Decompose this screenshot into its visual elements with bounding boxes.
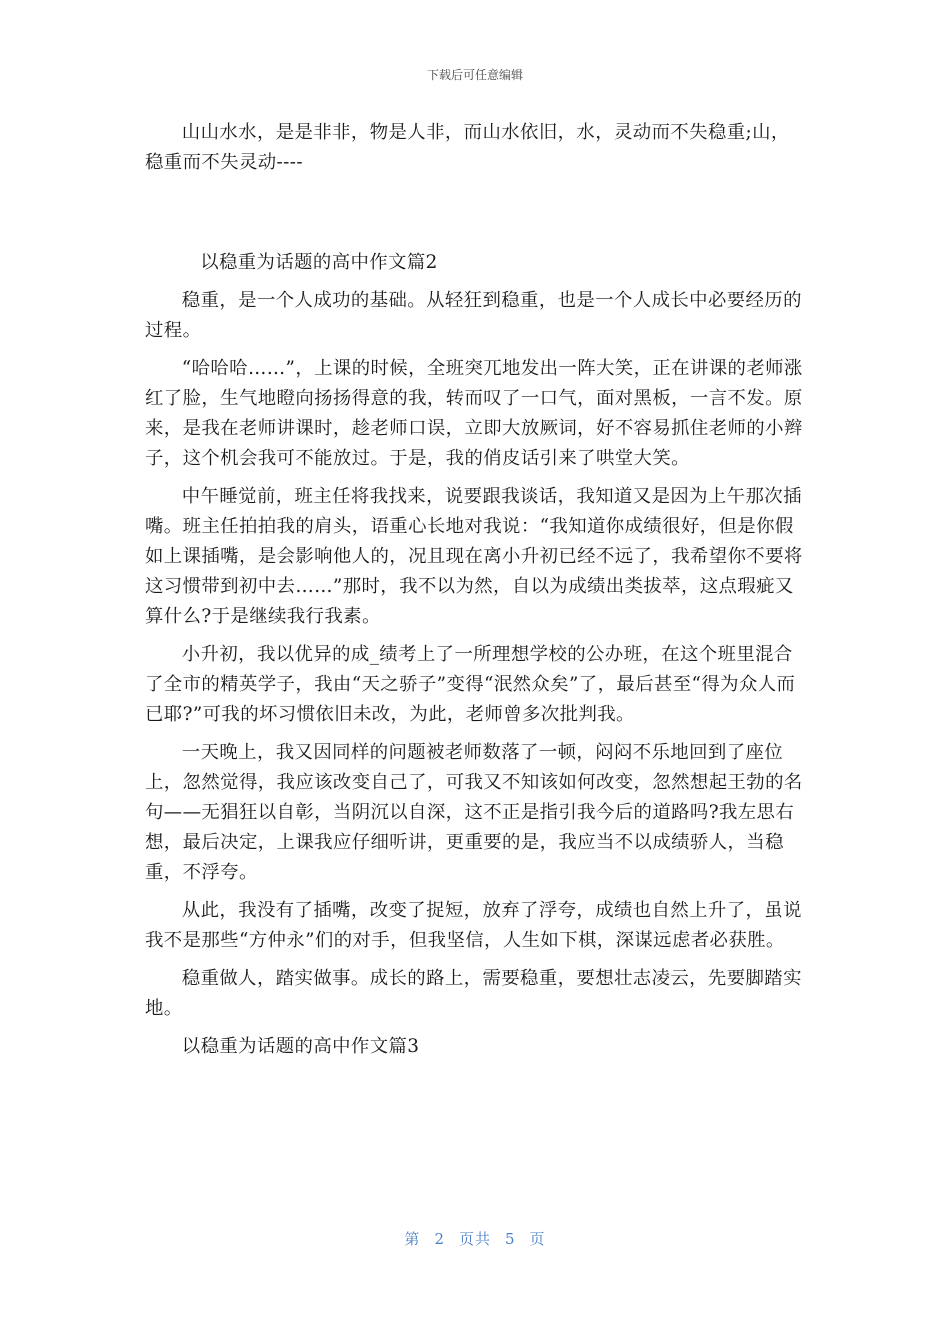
paragraph: 中午睡觉前，班主任将我找来，说要跟我谈话，我知道又是因为上午那次插嘴。班主任拍拍我的肩头，语重心长地对我说：“我知道你成绩很好，但是你假如上课插嘴，是会影响他人的，况且现在离小升初已经不远了，我希望你不要将这习惯带到初中去……”那时，我不以为然，自以为成绩出类拔萃，这点瑕疵又算什么?于是继续我行我素。: [145, 486, 803, 627]
page-suffix: 页: [529, 1230, 546, 1248]
page-footer: [0, 1228, 950, 1249]
section-heading: 以稳重为话题的高中作文篇3: [181, 1036, 420, 1057]
document-body: [145, 118, 805, 1062]
paragraph: “哈哈哈……”，上课的时候，全班突兀地发出一阵大笑，正在讲课的老师涨红了脸，生气地瞪向扬扬得意的我，转而叹了一口气，面对黑板，一言不发。原来，是我在老师讲课时，趁老师口误，立即大放厥词，好不容易抓住老师的小辫子，这个机会我可不能放过。于是，我的俏皮话引来了哄堂大笑。: [145, 358, 803, 469]
paragraph: 山山水水，是是非非，物是人非，而山水依旧，水，灵动而不失稳重;山，稳重而不失灵动----: [145, 122, 790, 173]
paragraph: 小升初，我以优异的成_绩考上了一所理想学校的公办班，在这个班里混合了全市的精英学子，我由“天之骄子”变得“泯然众矣”了，最后甚至“得为众人而已耶?”可我的坏习惯依旧未改，为此，老师曾多次批判我。: [145, 644, 796, 725]
paragraph: 一天晚上，我又因同样的问题被老师数落了一顿，闷闷不乐地回到了座位上，忽然觉得，我应该改变自己了，可我又不知该如何改变，忽然想起王勃的名句——无猖狂以自彰，当阴沉以自深，这不正是指引我今后的道路吗?我左思右想，最后决定，上课我应仔细听讲，更重要的是，我应当不以成绩骄人，当稳重，不浮夸。: [145, 742, 803, 883]
page-middle: 页共: [458, 1230, 491, 1248]
paragraph: 从此，我没有了插嘴，改变了捉短，放弃了浮夸，成绩也自然上升了，虽说我不是那些“方仲永”们的对手，但我坚信，人生如下棋，深谋远虑者必获胜。: [145, 900, 802, 951]
page-prefix: 第: [404, 1230, 421, 1248]
page-header: 下载后可任意编辑: [426, 68, 523, 82]
paragraph: 稳重，是一个人成功的基础。从轻狂到稳重，也是一个人成长中必要经历的过程。: [145, 290, 802, 341]
total-pages-number: 5: [505, 1230, 516, 1248]
paragraph: 稳重做人，踏实做事。成长的路上，需要稳重，要想壮志凌云，先要脚踏实地。: [145, 968, 802, 1019]
current-page-number: 2: [434, 1230, 445, 1248]
section-heading: 以稳重为话题的高中作文篇2: [200, 252, 438, 273]
